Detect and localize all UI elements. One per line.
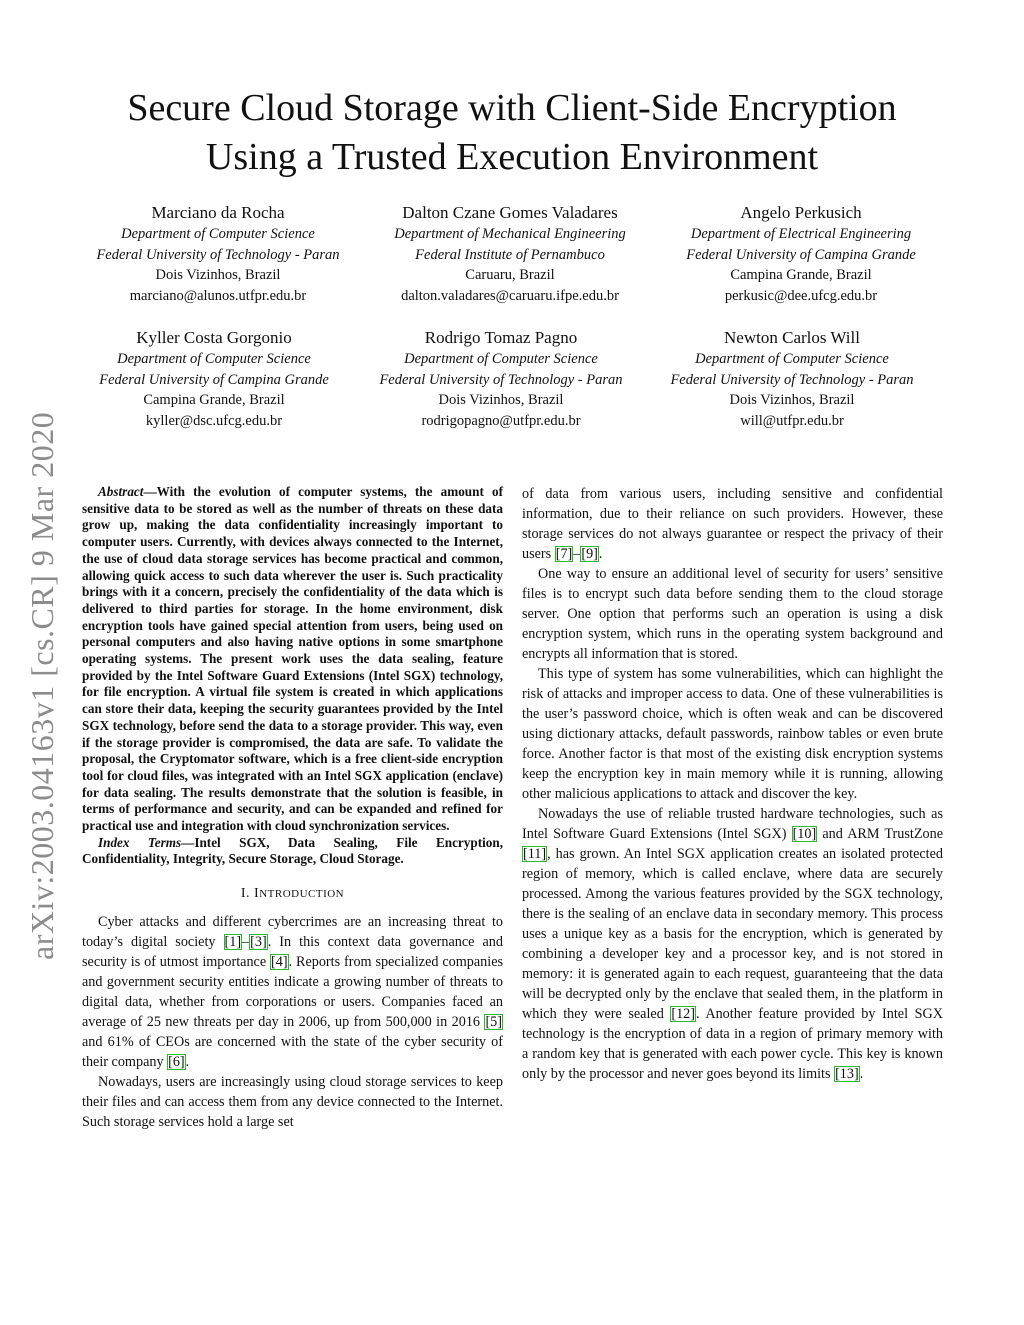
right-column (522, 484, 943, 1084)
abstract (82, 484, 503, 835)
section-number: I. (240, 886, 255, 902)
intro-paragraph-1 (82, 912, 503, 1072)
text-run: of data from various users, including sensitive and confidential information, due to their reliance on such providers. However, these storage services do not always guarantee or respect the privacy of their users (522, 486, 943, 562)
author-email[interactable]: marciano@alunos.utfpr.edu.br (129, 287, 307, 304)
author-city: Dois Vizinhos, Brazil (155, 267, 281, 283)
author-name: Kyller Costa Gorgonio (136, 328, 292, 347)
author-institution: Federal University of Campina Grande (686, 246, 916, 263)
author-institution: Federal University of Technology - Paran (379, 371, 623, 388)
index-terms (82, 835, 503, 868)
author-block (651, 202, 951, 306)
text-run: . Reports from specialized companies and government security entities indicate a growing number of threats to digital data, whether from corporations or users. Companies faced an average of 25 new threats per day in 2006, up from 500,000 in 2016 (82, 954, 504, 1031)
author-block (64, 327, 364, 431)
index-terms-text: —Intel SGX, Data Sealing, File Encryption, Confidentiality, Integrity, Secure Storage, Cloud Storage. (82, 834, 503, 867)
author-name: Dalton Czane Gomes Valadares (402, 203, 618, 222)
author-city: Dois Vizinhos, Brazil (729, 392, 855, 408)
author-city: Campina Grande, Brazil (730, 267, 872, 283)
citation-link[interactable]: [9] (581, 546, 598, 562)
right-paragraph-4 (522, 804, 943, 1084)
text-run: and 61% of CEOs are concerned with the state of the cyber security of their company (82, 1034, 503, 1071)
author-name: Marciano da Rocha (151, 203, 285, 222)
citation-link[interactable]: [3] (250, 934, 267, 951)
author-department: Department of Computer Science (121, 226, 315, 242)
text-run: . In this context data governance and security is of utmost importance (82, 934, 503, 971)
text-run: – (242, 934, 250, 951)
author-department: Department of Electrical Engineering (690, 226, 912, 242)
author-department: Department of Computer Science (117, 351, 311, 367)
section-first-letter: I (254, 886, 260, 902)
citation-link[interactable]: [13] (835, 1066, 859, 1082)
right-paragraph-1 (522, 484, 943, 564)
author-institution: Federal University of Campina Grande (99, 371, 329, 388)
paper-title (60, 84, 964, 182)
section-title: NTRODUCTION (259, 888, 345, 901)
section-heading-introduction (82, 884, 503, 904)
author-email[interactable]: will@utfpr.edu.br (740, 412, 844, 429)
citation-link[interactable]: [7] (555, 546, 573, 562)
text-run: – (573, 546, 581, 562)
text-run: . Another feature provided by Intel SGX technology is the encryption of data in a region of primary memory with a random key that is generated with each power cycle. This key is known only by the processor and never goes beyond its limits (522, 1006, 943, 1082)
citation-link[interactable]: [4] (271, 954, 288, 971)
text-run: Cyber attacks and different cybercrimes are an increasing threat to today’s digital society (82, 914, 503, 951)
author-institution: Federal University of Technology - Paran (96, 246, 340, 263)
author-institution: Federal Institute of Pernambuco (415, 246, 605, 263)
author-city: Caruaru, Brazil (465, 267, 555, 283)
author-name: Angelo Perkusich (740, 203, 862, 222)
citation-link[interactable]: [1] (224, 934, 242, 951)
author-block (642, 327, 942, 431)
index-terms-label: Index Terms (98, 834, 182, 850)
left-column (82, 484, 503, 1132)
author-email[interactable]: perkusic@dee.ufcg.edu.br (724, 287, 878, 304)
author-email[interactable]: rodrigopagno@utfpr.edu.br (421, 412, 581, 429)
text-run: , has grown. An Intel SGX application creates an isolated protected region of memory, which is called enclave, where data are securely processed. Among the various features provided by the SGX technology, there is the sealing of an enclave data in secondary memory. This process uses a unique key as a basis for the encryption, which is generated by combining a developer key and a processor key, and is not stored in memory: it is generated again to each request, guaranteeing that the data will be decrypted only by the enclave that sealed them, in the platform in which they were sealed (522, 846, 943, 1022)
author-name: Rodrigo Tomaz Pagno (424, 328, 578, 347)
author-email[interactable]: dalton.valadares@caruaru.ifpe.edu.br (401, 287, 619, 304)
author-name: Newton Carlos Will (724, 328, 860, 347)
author-block (360, 202, 660, 306)
author-department: Department of Computer Science (695, 351, 889, 367)
citation-link[interactable]: [6] (168, 1054, 185, 1071)
intro-paragraph-2: Nowadays, users are increasingly using cloud storage services to keep their files and can access them from any device connected to the Internet. Such storage services hold a large set (82, 1074, 503, 1131)
text-run: . (859, 1066, 864, 1082)
text-run: Nowadays the use of reliable trusted hardware technologies, such as Intel Software Guard Extensions (Intel SGX) (522, 806, 943, 842)
author-department: Department of Computer Science (404, 351, 598, 367)
author-block (68, 202, 368, 306)
text-run: . (598, 546, 603, 562)
right-paragraph-2: One way to ensure an additional level of security for users’ sensitive files is to encrypt such data before sending them to the cloud storage server. One option that performs such an operation is using a disk encryption system, which runs in the operating system background and encrypts all information that is stored. (522, 566, 943, 662)
text-run: . (185, 1054, 190, 1071)
author-city: Dois Vizinhos, Brazil (438, 392, 564, 408)
author-city: Campina Grande, Brazil (143, 392, 285, 408)
author-block (351, 327, 651, 431)
arxiv-side-label: arXiv:2003.04163v1 [cs.CR] 9 Mar 2020 (24, 411, 60, 960)
citation-link[interactable]: [12] (671, 1006, 695, 1022)
citation-link[interactable]: [5] (485, 1014, 502, 1031)
author-department: Department of Mechanical Engineering (394, 226, 626, 242)
title-line-2: Using a Trusted Execution Environment (205, 136, 819, 178)
author-institution: Federal University of Technology - Paran (670, 371, 914, 388)
abstract-label: Abstract (98, 484, 144, 499)
text-run: and ARM TrustZone (817, 826, 943, 842)
author-email[interactable]: kyller@dsc.ufcg.edu.br (145, 412, 283, 429)
citation-link[interactable]: [11] (523, 846, 547, 862)
citation-link[interactable]: [10] (792, 826, 817, 842)
abstract-text: —With the evolution of computer systems, the amount of sensitive data to be stored as well as the number of threats on these data grow up, making the data confidentiality increasingly important to computer users. Currently, with devices always connected to the Internet, the use of cloud data storage services has become practical and common, allowing quick access to such data wherever the user is. Such practicality brings with it a concern, precisely the confidentiality of the data which is delivered to third parties for storage. In the home environment, disk encryption tools have gained special attention from users, being used on personal computers and also having native options in some smartphone operating systems. The present work uses the data sealing, feature provided by the Intel Software Guard Extensions (Intel SGX) technology, for file encryption. A virtual file system is created in which applications can store their data, keeping the security guarantees provided by the Intel SGX technology, before send the data to a storage provider. This way, even if the storage provider is compromised, the data are safe. To validate the proposal, the Cryptomator software, which is a free client-side encryption tool for cloud files, was integrated with an Intel SGX application (enclave) for data sealing. The results demonstrate that the solution is feasible, in terms of performance and security, and can be expanded and refined for practical use and integration with cloud synchronization services. (82, 484, 503, 834)
right-paragraph-3: This type of system has some vulnerabilities, which can highlight the risk of attacks and improper access to data. One of these vulnerabilities is the user’s password choice, which is often weak and can be discovered using dictionary attacks, default passwords, rainbow tables or even brute force. Another factor is that most of the existing disk encryption systems keep the encryption key in main memory while it is running, allowing other malicious applications to attack and discover the key. (522, 666, 943, 802)
title-line-1: Secure Cloud Storage with Client-Side Encryption (127, 87, 897, 129)
